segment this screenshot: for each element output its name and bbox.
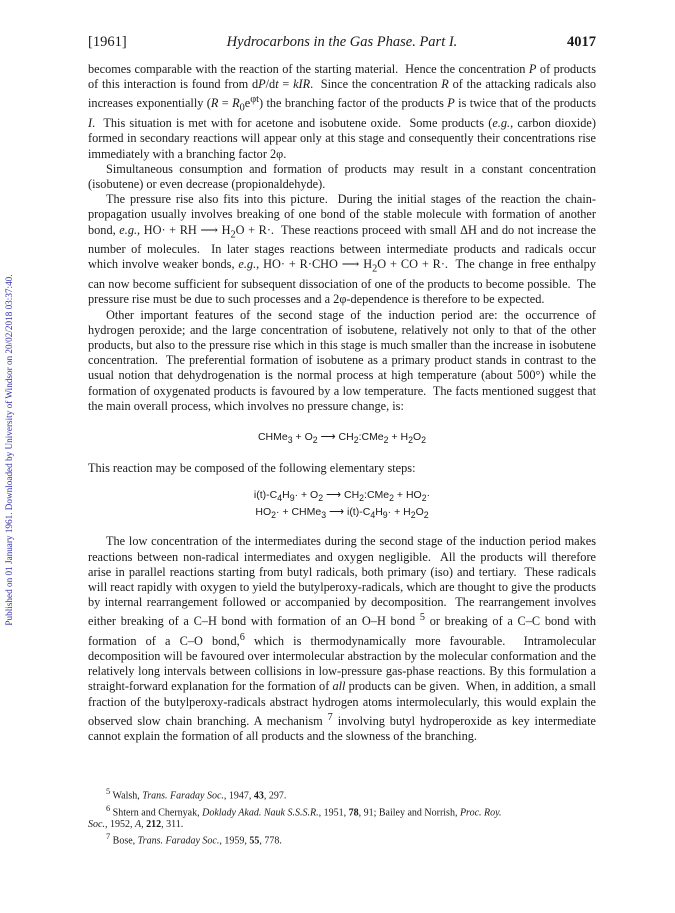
footnote-6-continued: Soc., 1952, A, 212, 311.	[88, 819, 184, 831]
footnotes	[88, 786, 596, 848]
footnote-6: $^6$ Shtern and Chernyak, Doklady Akad. Nauk S.S.S.R., 1951, 78, 91; Bailey and Norrish, Proc. Roy.	[106, 803, 502, 818]
paragraph-2: Simultaneous consumption and formation of products may result in a constant concentration (isobutene) or even decrease (propionaldehyde).	[88, 161, 596, 191]
paragraph-5: This reaction may be composed of the following elementary steps:	[88, 461, 416, 476]
equation-overall: CHMe$_3$ + $O_2$ ⟶ $CH_2:CMe_2 + H_2O_2$	[257, 430, 427, 446]
footnote-7: $^7$ Bose, Trans. Faraday Soc., 1959, 55, 778.	[106, 832, 282, 847]
paragraph-6: The low concentration of the intermediates during the second stage of the induction period makes reactions between non-radical intermediates and oxygen negligible. All the products will therefore arise in parallel reactions starting from butyl radicals, both primary (iso) and tertiary. These radicals will react rapidly with oxygen to yield the butylperoxy-radicals, which are thought to give the products by internal rearrangement followed or accompanied by decomposition. The rearrangement involves either breaking of a C–H bond with formation of an O–H bond $^5$ or breaking of a C–C bond with formation of a C–O bond,$^6$ which is thermodynamically more favourable. Intramolecular decomposition will be favoured over intermolecular abstraction by the molecular conformation and the relatively long intervals between collisions in low-pressure gas-phase reactions. By this formulation a straight-forward explanation for the formation of all products can be given. When, in addition, a small fraction of the butylperoxy-radicals abstract hydrogen atoms intermolecularly, this would explain the observed slow chain branching. A mechanism $^7$ involving butyl hydroperoxide as key intermediate cannot explain the formation of all products and the slowness of the branching.	[88, 534, 597, 744]
equation-steps: $i(t)-C_4H_9\cdot + O_2$ ⟶ $CH_2:CMe_2 + HO_2\cdot$ $HO_2\cdot$ + CHMe$_3$ ⟶ $i(t)-C_4H_9\cdot + H_2O_2$	[253, 489, 431, 521]
running-header	[88, 34, 596, 54]
article-body	[88, 62, 596, 744]
paragraph-4: Other important features of the second stage of the induction period are: the occurrence of hydrogen peroxide; and the large concentration of isobutene, relatively not only to that of the other products, but also to the pressure rise which in this stage is much smaller than the increase in isobutene concentration. The preferential formation of isobutene as a primary product stands in contrast to the usual notion that dehydrogenation is the normal process at high temperature (about 500°) while the formation of oxygenated products is favoured by a low temperature. The facts mentioned suggest that the main overall process, which involves no pressure change, is:	[88, 307, 596, 413]
paragraph-1: becomes comparable with the reaction of the starting material. Hence the concentration P of products of this interaction is found from dP/dt = kIR. Since the concentration R of the attacking radicals also increases exponentially $(R = R_0e^{\varphi t})$ the branching factor of the products P is twice that of the products I. This situation is met with for acetone and isobutene oxide. Some products (e.g., carbon dioxide) formed in secondary reactions will appear only at this stage and consequently their concentrations rise immediately with a branching factor 2φ.	[88, 62, 596, 161]
download-watermark	[2, 120, 16, 780]
header-title: Hydrocarbons in the Gas Phase. Part I.	[226, 34, 458, 50]
footnote-5: $^5$ Walsh, Trans. Faraday Soc., 1947, 43, 297.	[106, 787, 287, 802]
paragraph-3: The pressure rise also fits into this picture. During the initial stages of the reaction the chain-propagation usually involves breaking of one bond of the stable molecule with formation of another bond, e.g., HO· + RH ⟶ $H_2O + R\cdot$. These reactions proceed with small ΔH and do not increase the number of molecules. In later stages reactions between intermediate products and radicals occur which involve weaker bonds, e.g., HO· + R·CHO ⟶ $H_2O$ + CO + R·. The change in free enthalpy can now become sufficient for subsequent dissociation of one of the products to become possible. The pressure rise must be due to such processes and a 2φ-dependence is therefore to be expected.	[88, 192, 596, 307]
header-year: [1961]	[88, 34, 127, 50]
page-number: 4017	[567, 34, 596, 50]
download-watermark-text: Published on 01 January 1961. Downloaded by University of Windsor on 20/02/2018 03:37:40.	[4, 274, 14, 626]
